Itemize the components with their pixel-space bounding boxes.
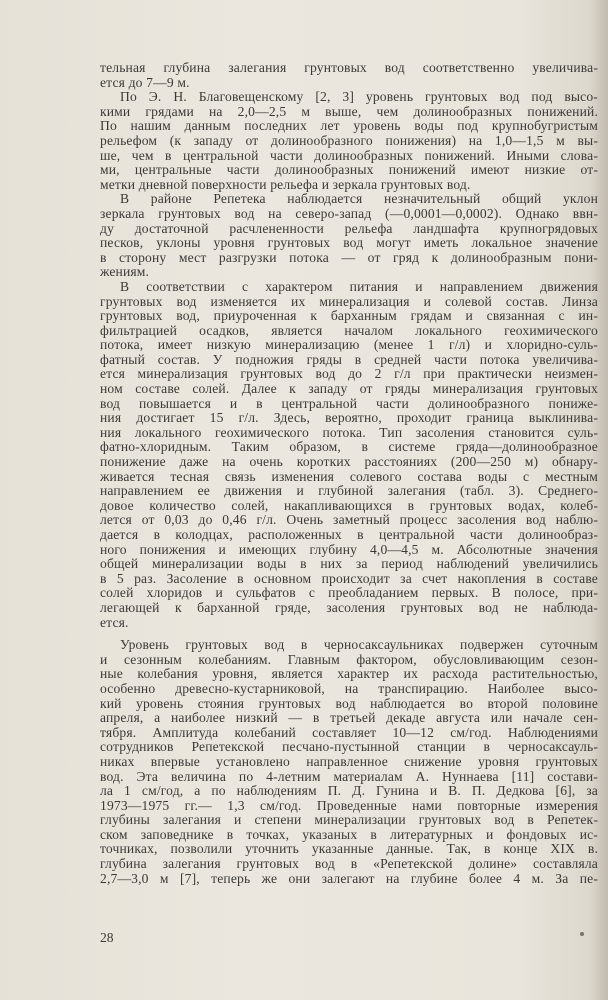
text-line: кими грядами на 2,0—2,5 м выше, чем долинообразных понижений. [100,104,598,119]
text-line: ше, чем в центральной части долинообразных понижений. Иными слова- [100,148,598,163]
text-line: 1973—1975 гг.— 1,3 см/год. Проведенные нами повторные измерения [100,798,598,813]
text-line: общей минерализации воды в них за период наблюдений увеличились [100,557,598,572]
text-line: тельная глубина залегания грунтовых вод соответственно увеличива- [100,61,598,75]
text-line: В соответствии с характером питания и направлением движения [120,279,598,294]
text-line: понижение даже на очень коротких расстояниях (200—250 м) обнару- [100,455,598,470]
text-line: солей хлоридов и сульфатов с преобладанием первых. В полосе, при- [100,586,598,601]
text-line: грунтовых вод, приуроченная к барханным грядам и связанная с ин- [100,309,598,324]
text-line: глубина залегания грунтовых вод в «Репетекской долине» составляла [100,857,598,872]
text-line: живается тесная связь изменения солевого состава воды с местным [100,469,598,484]
text-line: дается в колодцах, расположенных в центральной части долинообраз- [100,528,598,542]
text-line: и сезонным колебаниям. Главным фактором, обусловливающим сезон- [100,652,598,667]
text-line: потока, имеет низкую минерализацию (менее 1 г/л) и хлоридно-суль- [100,338,598,353]
paragraph [100,280,598,630]
text-line: песков, уклоны уровня грунтовых вод могут иметь локальное значение [100,236,598,251]
text-line: апреля, а наиболее низкий — в третьей декаде августа или начале сен- [100,711,598,726]
text-line: в 5 раз. Засоление в основном происходит за счет накопления в составе [100,571,598,586]
text-line: грунтовых вод изменяется их минерализация и солевой состав. Линза [100,294,598,309]
text-line: никах впервые установлено направленное снижение уровня грунтовых [100,754,598,769]
text-line: особенно древесно-кустарниковой, на транспирацию. Наиболее высо- [100,681,598,696]
text-line: лется от 0,03 до 0,46 г/л. Очень заметный процесс засоления вод наблю- [100,513,598,528]
text-line: ется минерализация грунтовых вод до 2 г/л при практически неизмен- [100,367,598,382]
text-line: ми, центральные части долинообразных понижений имеют низкие от- [100,163,598,178]
text-line: По Э. Н. Благовещенскому [2, 3] уровень грунтовых вод под высо- [120,90,598,105]
paragraph [100,61,598,90]
text-line: направлением ее движения и глубиной залегания (табл. 3). Среднего- [100,484,598,499]
paragraph [100,192,598,280]
text-line: ла 1 см/год, а по наблюдениям П. Д. Гунина и В. П. Дедкова [6], за [100,784,598,799]
paragraph [100,638,598,886]
text-line: вод. Эта величина по 4-летним материалам А. Нуннаева [11] состави- [100,769,598,784]
text-line: тября. Амплитуда колебаний составляет 10—12 см/год. Наблюдениями [100,725,598,740]
paragraph [100,90,598,192]
page-body-text [100,61,598,886]
text-line: в сторону мест разгрузки потока — от гряд к долинообразным пони- [100,250,598,265]
text-line: В районе Репетека наблюдается незначительный общий уклон [120,192,598,207]
text-line: зеркала грунтовых вод на северо-запад (—0,0001—0,0002). Однако ввн- [100,206,598,221]
text-line: ду достаточной расчлененности рельефа ландшафта крупногрядовых [100,221,598,236]
text-line: рельефом (к западу от долинообразного понижения) на 1,0—1,5 м вы- [100,133,598,148]
text-line: довое количество солей, накапливающихся в грунтовых водах, колеб- [100,498,598,513]
text-line: ния локального геохимического потока. Тип засоления становится суль- [100,425,598,440]
text-line: точниках, позволили уточнить указанные данные. Так, в конце XIX в. [100,842,598,857]
page-number: 28 [100,930,114,945]
paper-speck [580,932,584,936]
text-line: легающей к барханной гряде, засоления грунтовых вод не наблюда- [100,600,598,615]
text-line: ется до 7—9 м. [100,75,190,90]
text-line: ного понижения и имеющих глубину 4,0—4,5 м. Абсолютные значения [100,542,598,557]
text-line: вод повышается и в центральной части долинообразного пониже- [100,396,598,411]
text-line: По нашим данным последних лет уровень воды под крупнобугристым [100,119,598,134]
text-line: ные колебания уровня, является характер их расхода растительностью, [100,667,598,682]
text-line: глубины залегания и степени минерализации грунтовых вод в Репетек- [100,813,598,828]
text-line: ном составе солей. Далее к западу от гряды минерализация грунтовых [100,382,598,397]
text-line: Уровень грунтовых вод в черносаксаульниках подвержен суточным [120,638,598,653]
text-line: кий уровень стояния грунтовых вод наблюдается во второй половине [100,696,598,711]
text-line: метки дневной поверхности рельефа и зеркала грунтовых вод. [100,177,471,192]
text-line: фильтрацией осадков, является началом локального геохимического [100,323,598,338]
text-line: фатно-хлоридным. Таким образом, в системе гряда—долинообразное [100,440,598,455]
text-line: сотрудников Репетекской песчано-пустынной станции в черносаксауль- [100,740,598,755]
text-line: ния достигает 15 г/л. Здесь, вероятно, проходит граница выклинива- [100,411,598,426]
text-line: ется. [100,615,129,630]
text-line: фатный состав. У подножия гряды в средней части потока увеличива- [100,352,598,367]
text-line: жениям. [100,265,150,280]
text-line: 2,7—3,0 м [7], теперь же они залегают на глубине более 4 м. За пе- [100,871,598,886]
text-line: ском заповеднике в точках, указаных в литературных и фондовых ис- [100,827,598,842]
